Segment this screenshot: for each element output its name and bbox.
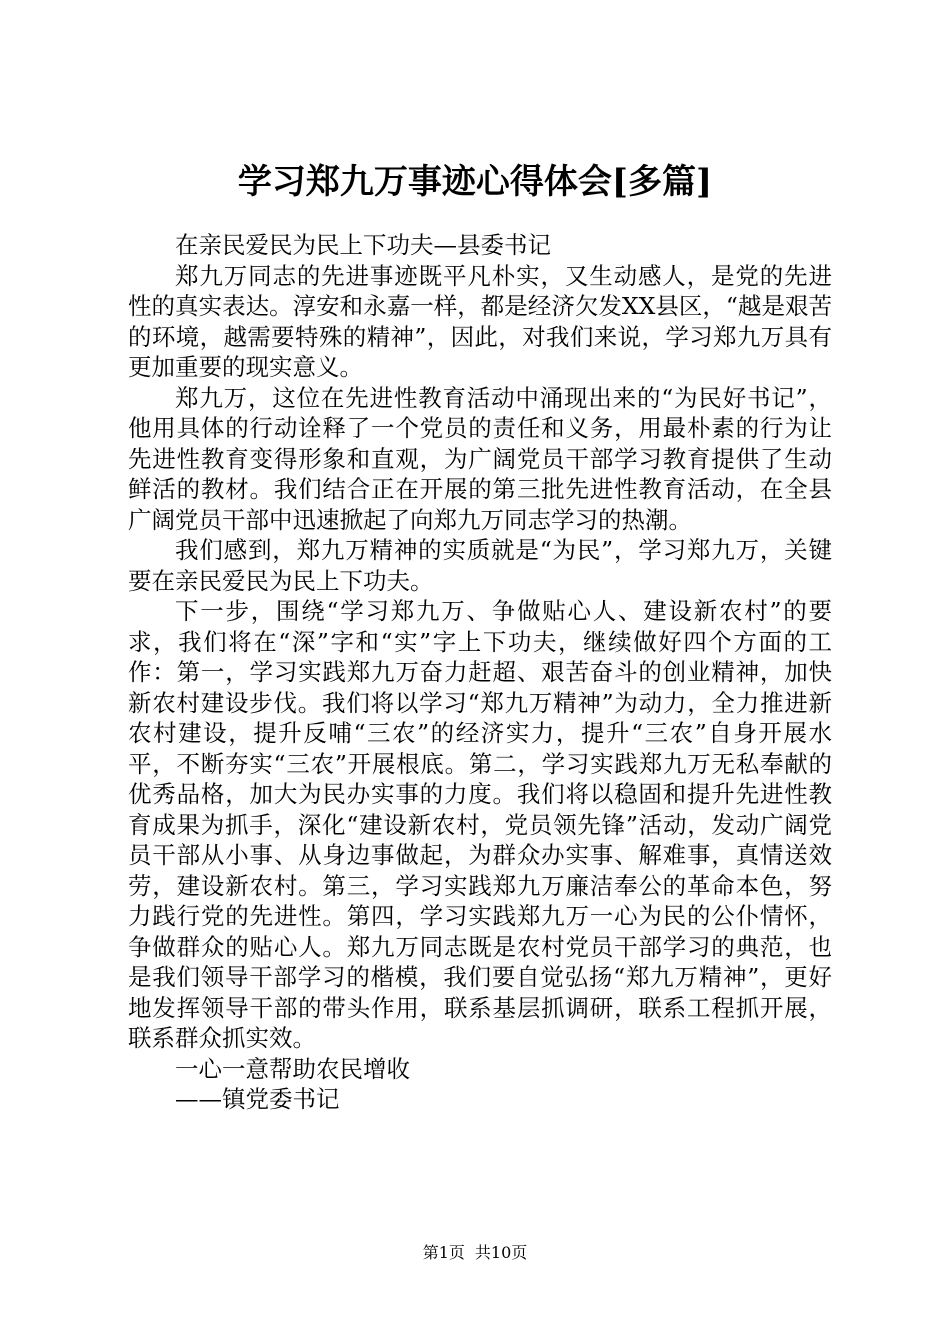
- paragraph: 郑九万同志的先进事迹既平凡朴实，又生动感人，是党的先进性的真实表达。淳安和永嘉一样，都是经济欠发XX县区，“越是艰苦的环境，越需要特殊的精神”，因此，对我们来说，学习郑九万具有更加重要的现实意义。: [128, 261, 832, 381]
- document-body: [128, 230, 832, 1115]
- page-number: 第1页: [422, 1243, 465, 1262]
- section-author: ——镇党委书记: [175, 1085, 340, 1113]
- section-heading: 在亲民爱民为民上下功夫—县委书记: [175, 231, 551, 259]
- paragraph: 我们感到，郑九万精神的实质就是“为民”，学习郑九万，关键要在亲民爱民为民上下功夫。: [128, 536, 832, 595]
- section-heading: 一心一意帮助农民增收: [175, 1054, 410, 1083]
- page-total: 共10页: [474, 1243, 528, 1262]
- page-title: 学习郑九万事迹心得体会[多篇]: [237, 162, 713, 202]
- page-footer: [0, 1242, 950, 1264]
- paragraph: 下一步，围绕“学习郑九万、争做贴心人、建设新农村”的要求，我们将在“深”字和“实”字上下功夫，继续做好四个方面的工作：第一，学习实践郑九万奋力赶超、艰苦奋斗的创业精神，加快新农村建设步伐。我们将以学习“郑九万精神”为动力，全力推进新农村建设，提升反哺“三农”的经济实力，提升“三农”自身开展水平，不断夯实“三农”开展根底。第二，学习实践郑九万无私奉献的优秀品格，加大为民办实事的力度。我们将以稳固和提升先进性教育成果为抓手，深化“建设新农村，党员领先锋”活动，发动广阔党员干部从小事、从身边事做起，为群众办实事、解难事，真情送效劳，建设新农村。第三，学习实践郑九万廉洁奉公的革命本色，努力践行党的先进性。第四，学习实践郑九万一心为民的公仆情怀，争做群众的贴心人。郑九万同志既是农村党员干部学习的典范，也是我们领导干部学习的楷模，我们要自觉弘扬“郑九万精神”，更好地发挥领导干部的带头作用，联系基层抓调研，联系工程抓开展，联系群众抓实效。: [128, 597, 832, 1052]
- paragraph: 郑九万，这位在先进性教育活动中涌现出来的“为民好书记”，他用具体的行动诠释了一个党员的责任和义务，用最朴素的行为让先进性教育变得形象和直观，为广阔党员干部学习教育提供了生动鲜活的教材。我们结合正在开展的第三批先进性教育活动，在全县广阔党员干部中迅速掀起了向郑九万同志学习的热潮。: [128, 383, 832, 534]
